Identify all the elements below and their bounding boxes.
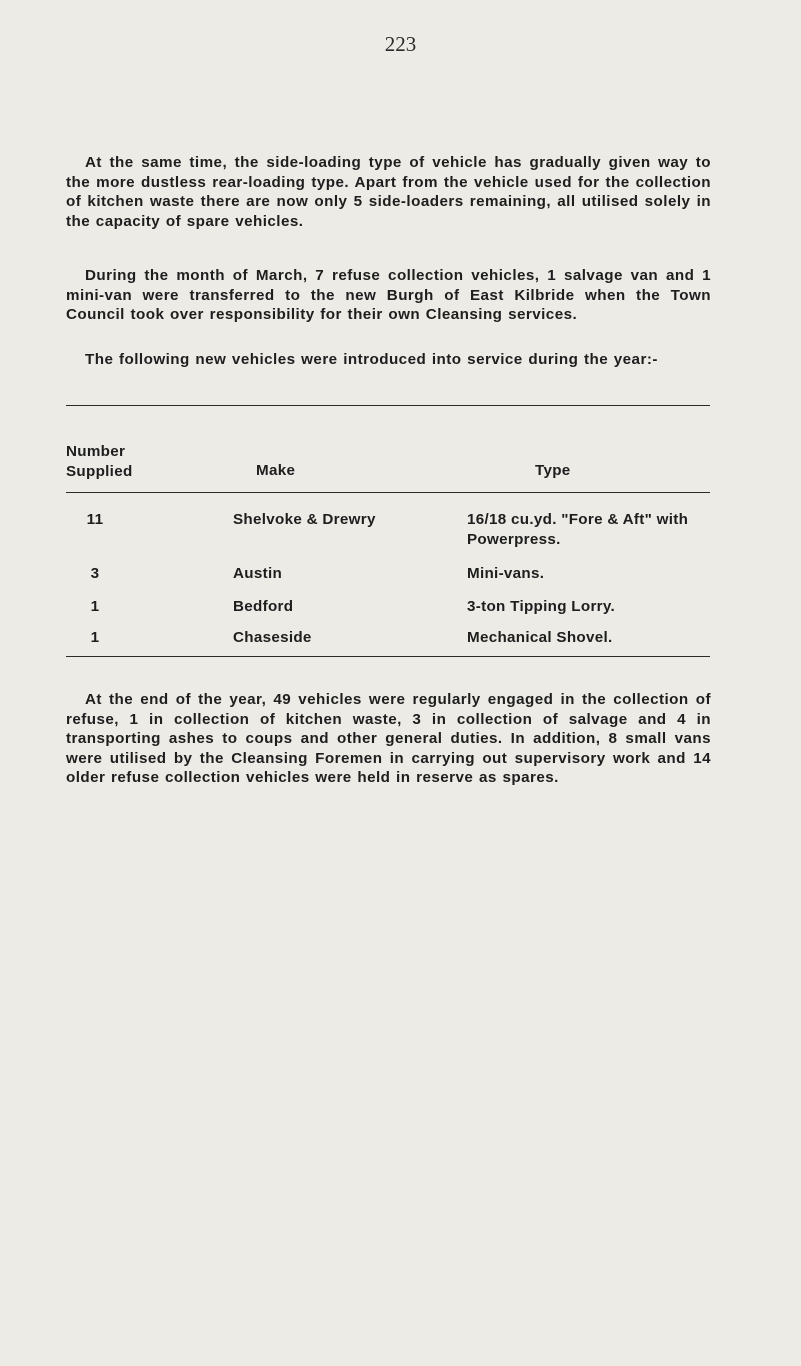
row-number: 1 [90, 598, 100, 615]
paragraph-new-vehicles-intro: The following new vehicles were introduced into service during the year:- [85, 351, 658, 368]
paragraph-side-loading: At the same time, the side-loading type of vehicle has gradually given way to the more dustless rear-loading type. Apart from the vehicle used for the collection of kitchen waste there are now only 5 side-loaders remaining, all utilised solely in the capacity of spare vehicles. [66, 154, 711, 230]
row-make: Austin [233, 565, 283, 582]
row-make: Bedford [233, 598, 294, 615]
row-type: Mechanical Shovel. [467, 629, 613, 646]
table-top-rule [66, 405, 710, 406]
table-header-rule [66, 492, 710, 493]
row-number: 11 [86, 511, 104, 528]
header-make: Make [256, 462, 296, 479]
row-type: Mini-vans. [467, 565, 545, 582]
row-type: 16/18 cu.yd. "Fore & Aft" with Powerpress. [467, 511, 689, 548]
table-bottom-rule [66, 656, 710, 657]
header-number-supplied: Number Supplied [66, 443, 133, 480]
row-make: Shelvoke & Drewry [233, 511, 376, 528]
paragraph-march-transfer: During the month of March, 7 refuse collection vehicles, 1 salvage van and 1 mini-van were transferred to the new Burgh of East Kilbride when the Town Council took over responsibility for their own Cleansing services. [66, 267, 711, 323]
header-type: Type [535, 462, 571, 479]
page-number: 223 [384, 32, 417, 56]
row-make: Chaseside [233, 629, 312, 646]
row-type: 3-ton Tipping Lorry. [467, 598, 616, 615]
row-number: 1 [90, 629, 100, 646]
row-number: 3 [90, 565, 100, 582]
paragraph-year-end-summary: At the end of the year, 49 vehicles were regularly engaged in the collection of refuse, 1 in collection of kitchen waste, 3 in collection of salvage and 4 in transporting ashes to coups and other general duties. In addition, 8 small vans were utilised by the Cleansing Foremen in carrying out supervisory work and 14 older refuse collection vehicles were held in reserve as spares. [66, 691, 711, 786]
